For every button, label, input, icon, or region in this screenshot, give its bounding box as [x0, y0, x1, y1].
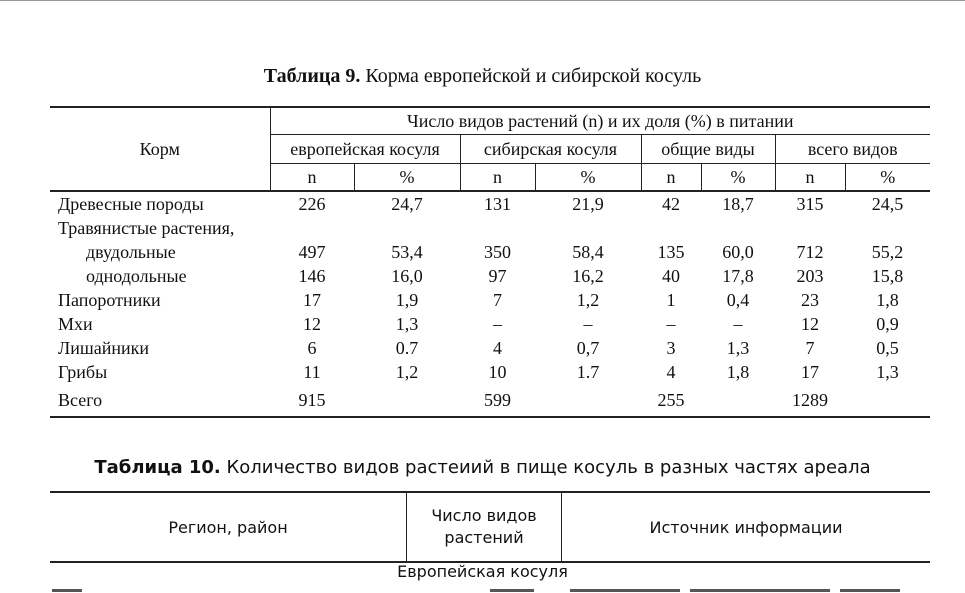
header-common-species: общие виды [641, 135, 775, 164]
header-pct: % [354, 164, 460, 192]
table9 [50, 106, 930, 418]
cell-value: 1,8 [876, 289, 899, 310]
table10-title-text: Количество видов растеиий в пище косуль в разных частях ареала [220, 457, 871, 478]
total-value: 255 [641, 384, 701, 417]
cell-value: 12 [303, 313, 321, 334]
cell-value: 15,8 [871, 265, 904, 286]
header-pct: % [535, 164, 641, 192]
cell-value: 97 [488, 265, 507, 286]
header-species-count: Число видов растений (n) и их доля (%) в питании [270, 107, 930, 135]
page-top-border [0, 0, 965, 1]
table-row [50, 312, 930, 336]
header-siberian-roe: сибирская косуля [460, 135, 641, 164]
cell-value: 350 [484, 241, 511, 262]
header-corm: Корм [50, 107, 270, 191]
table9-title-number: Таблица 9. [263, 65, 361, 87]
cell-value: 58,4 [572, 241, 604, 262]
cropped-next-row [50, 585, 930, 593]
cell-value: 1,8 [726, 361, 750, 382]
cell-value: 203 [796, 265, 824, 286]
table-row [50, 288, 930, 312]
header-pct: % [845, 164, 930, 192]
cell-value: 23 [801, 289, 819, 310]
cell-value: 1.7 [576, 361, 600, 382]
cell-value: 55,2 [871, 241, 904, 262]
total-value [354, 384, 460, 417]
header-count-line1: Число видов [431, 506, 537, 525]
row-label: Грибы [58, 361, 108, 382]
total-value [701, 384, 775, 417]
header-n: n [460, 164, 535, 192]
total-value: 915 [270, 384, 354, 417]
header-species-count [406, 493, 562, 561]
total-value [535, 384, 641, 417]
cell-value: 1,2 [395, 361, 419, 382]
cell-value: – [493, 313, 502, 334]
table10-title [0, 456, 965, 480]
cell-value: 4 [493, 337, 502, 358]
cell-value: 11 [303, 361, 321, 382]
cell-value: 1,3 [876, 361, 899, 382]
section-european-roe: Европейская косуля [397, 562, 568, 581]
cell-value: 17 [801, 361, 819, 382]
cell-value: 0.7 [395, 337, 419, 358]
cell-value: 60,0 [722, 241, 754, 262]
table-row [50, 216, 930, 240]
cell-value: 16,0 [391, 265, 423, 286]
cell-value: 1 [666, 289, 676, 310]
cell-value: 24,5 [871, 193, 904, 214]
cell-value: 53,4 [391, 241, 423, 262]
header-source: Источник информации [649, 517, 843, 537]
table10-header [50, 491, 930, 563]
cell-value: 3 [666, 337, 676, 358]
cell-value: 131 [484, 193, 511, 214]
cell-value: 40 [662, 265, 680, 286]
cell-value: 0,7 [576, 337, 600, 358]
cell-value: 12 [801, 313, 819, 334]
table-row [50, 191, 930, 216]
header-n: n [641, 164, 701, 192]
cell-value: 146 [298, 265, 326, 286]
total-value [845, 384, 930, 417]
cell-value: 18,7 [722, 193, 754, 214]
cell-value: 226 [298, 193, 326, 214]
cell-value: 4 [666, 361, 676, 382]
cell-value: 6 [307, 337, 317, 358]
header-n: n [270, 164, 354, 192]
cell-value: 7 [493, 289, 502, 310]
total-value: 1289 [775, 384, 845, 417]
header-total-species: всего видов [775, 135, 930, 164]
cell-value: 21,9 [572, 193, 604, 214]
cell-value: – [666, 313, 676, 334]
table9-title-text: Корма европейской и сибирской косуль [360, 65, 702, 87]
total-row [50, 384, 930, 417]
table-row [50, 240, 930, 264]
total-label: Всего [50, 384, 270, 417]
header-european-roe: европейская косуля [270, 135, 460, 164]
cell-value: 16,2 [572, 265, 604, 286]
cell-value: 1,3 [726, 337, 750, 358]
empty-cells [270, 216, 930, 240]
cell-value: 1,9 [395, 289, 419, 310]
cell-value: 0,4 [726, 289, 750, 310]
total-value: 599 [460, 384, 535, 417]
table9-title [0, 64, 965, 88]
cell-value: 497 [298, 241, 326, 262]
cell-value: 0,9 [876, 313, 899, 334]
table-row [50, 264, 930, 288]
row-label: Лишайники [58, 337, 149, 358]
cell-value: 7 [805, 337, 815, 358]
cell-value: – [583, 313, 593, 334]
row-label: Травянистые растения, [58, 217, 235, 238]
cell-value: – [733, 313, 743, 334]
row-label: Древесные породы [58, 193, 204, 214]
table-row [50, 336, 930, 360]
cell-value: 17,8 [722, 265, 754, 286]
cell-value: 10 [488, 361, 507, 382]
row-label: однодольные [86, 265, 187, 286]
cell-value: 24,7 [391, 193, 423, 214]
header-n: n [775, 164, 845, 192]
table-row [50, 360, 930, 384]
cell-value: 1,2 [576, 289, 600, 310]
cell-value: 17 [303, 289, 321, 310]
cell-value: 42 [662, 193, 680, 214]
row-label: Мхи [58, 313, 93, 334]
row-label: Папоротники [58, 289, 161, 310]
cell-value: 0,5 [876, 337, 899, 358]
header-pct: % [701, 164, 775, 192]
cell-value: 315 [796, 193, 824, 214]
cell-value: 712 [796, 241, 824, 262]
header-count-line2: растений [444, 528, 524, 547]
cell-value: 1,3 [395, 313, 419, 334]
cell-value: 135 [657, 241, 685, 262]
table10-title-number: Таблица 10. [94, 457, 221, 478]
header-region: Регион, район [168, 517, 288, 537]
row-label: двудольные [86, 241, 176, 262]
